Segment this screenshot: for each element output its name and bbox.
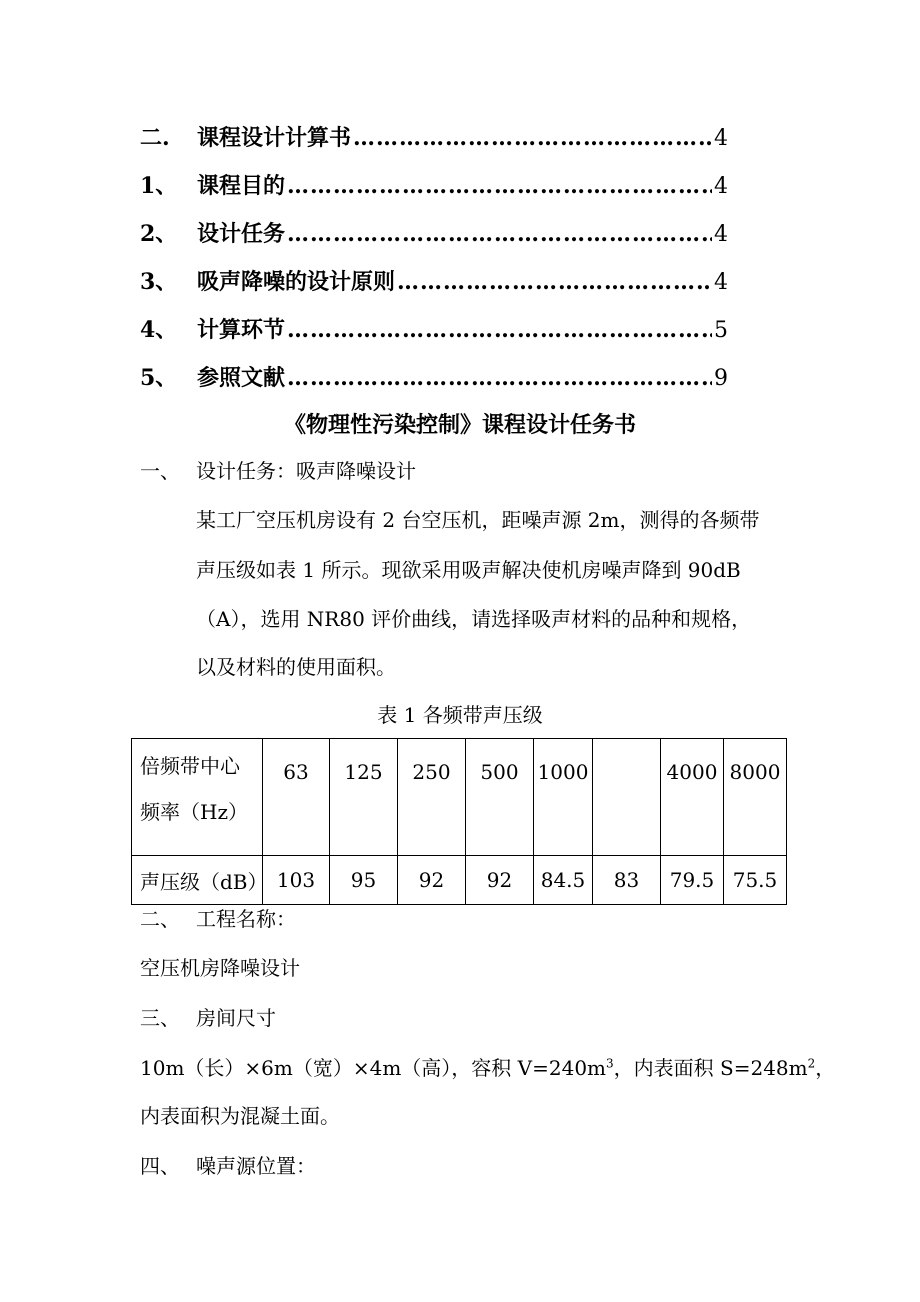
table-row-header: 声压级（dB）	[132, 856, 263, 905]
header-line: 频率（Hz）	[140, 800, 248, 824]
table-cell: 250	[398, 739, 466, 856]
table-cell: 1000	[534, 739, 593, 856]
table-cell	[593, 739, 661, 856]
toc-title: 吸声降噪的设计原则	[197, 269, 396, 295]
table-row-header	[132, 739, 263, 856]
superscript: 2	[807, 1056, 816, 1071]
table-cell: 125	[330, 739, 398, 856]
paragraph-line: 声压级如表 1 所示。现欲采用吸声解决使机房噪声降到 90dB	[196, 558, 741, 582]
paragraph-line: （A），选用 NR80 评价曲线，请选择吸声材料的品种和规格，	[196, 607, 752, 631]
toc-leader-dots	[287, 169, 712, 203]
toc-number: 4、	[140, 317, 178, 343]
toc-page-number: 4	[714, 270, 728, 295]
superscript: 3	[606, 1056, 614, 1071]
table-cell: 95	[330, 856, 398, 905]
paragraph-line: 某工厂空压机房设有 2 台空压机，距噪声源 2m，测得的各频带	[196, 508, 760, 532]
header-line: 倍频带中心	[140, 754, 240, 778]
section-heading	[140, 904, 296, 934]
table-cell: 103	[263, 856, 330, 905]
document-title: 《物理性污染控制》课程设计任务书	[283, 412, 636, 438]
section-number: 四、	[140, 1154, 180, 1178]
toc-entry[interactable]	[140, 361, 728, 395]
section-number: 一、	[140, 459, 180, 483]
toc-number: 2、	[140, 221, 178, 247]
paragraph-line	[140, 1053, 835, 1083]
toc-entry[interactable]	[140, 217, 728, 251]
toc-leader-dots	[397, 265, 712, 299]
table-row	[132, 739, 787, 856]
toc-entry[interactable]	[140, 313, 728, 347]
table-row	[132, 856, 787, 905]
table-cell: 500	[466, 739, 534, 856]
paragraph-line: 以及材料的使用面积。	[196, 655, 396, 679]
toc-number: 二.	[140, 125, 170, 151]
table-cell: 79.5	[661, 856, 724, 905]
dimension-text: ，	[815, 1056, 836, 1080]
table-cell: 92	[466, 856, 534, 905]
section-heading	[140, 456, 416, 486]
toc-title: 课程目的	[197, 173, 286, 199]
sound-pressure-table	[131, 738, 787, 905]
toc-leader-dots	[287, 313, 712, 347]
toc-title: 课程设计计算书	[197, 125, 352, 151]
toc-title: 计算环节	[197, 317, 286, 343]
toc-number: 5、	[140, 365, 178, 391]
section-title: 工程名称：	[196, 907, 296, 931]
toc-leader-dots	[353, 121, 712, 155]
table-cell: 92	[398, 856, 466, 905]
toc-page-number: 4	[714, 222, 728, 247]
table-cell: 75.5	[724, 856, 787, 905]
table-caption: 表 1 各频带声压级	[377, 703, 543, 727]
toc-number: 3、	[140, 269, 178, 295]
table-cell: 8000	[724, 739, 787, 856]
section-number: 三、	[140, 1006, 180, 1030]
table-cell: 63	[263, 739, 330, 856]
toc-entry[interactable]	[140, 169, 728, 203]
toc-entry[interactable]	[140, 121, 728, 155]
toc-leader-dots	[287, 217, 712, 251]
dimension-text: ，内表面积 S=248m	[613, 1056, 808, 1080]
toc-page-number: 4	[714, 174, 728, 199]
section-title: 噪声源位置：	[196, 1154, 316, 1178]
section-number: 二、	[140, 907, 180, 931]
paragraph-line: 空压机房降噪设计	[140, 956, 300, 980]
toc-page-number: 4	[714, 126, 728, 151]
table-cell: 4000	[661, 739, 724, 856]
toc-leader-dots	[287, 361, 712, 395]
table-cell: 84.5	[534, 856, 593, 905]
toc-title: 设计任务	[197, 221, 286, 247]
section-title: 设计任务：吸声降噪设计	[196, 459, 416, 483]
toc-title: 参照文献	[197, 365, 286, 391]
paragraph-line: 内表面积为混凝土面。	[140, 1104, 340, 1128]
toc-number: 1、	[140, 173, 178, 199]
toc-page-number: 9	[714, 366, 728, 391]
section-heading	[140, 1003, 276, 1033]
section-title: 房间尺寸	[196, 1006, 276, 1030]
section-heading	[140, 1151, 316, 1181]
dimension-text: 10m（长）×6m（宽）×4m（高），容积 V=240m	[140, 1056, 607, 1080]
table-cell: 83	[593, 856, 661, 905]
toc-entry[interactable]	[140, 265, 728, 299]
toc-page-number: 5	[714, 318, 728, 343]
